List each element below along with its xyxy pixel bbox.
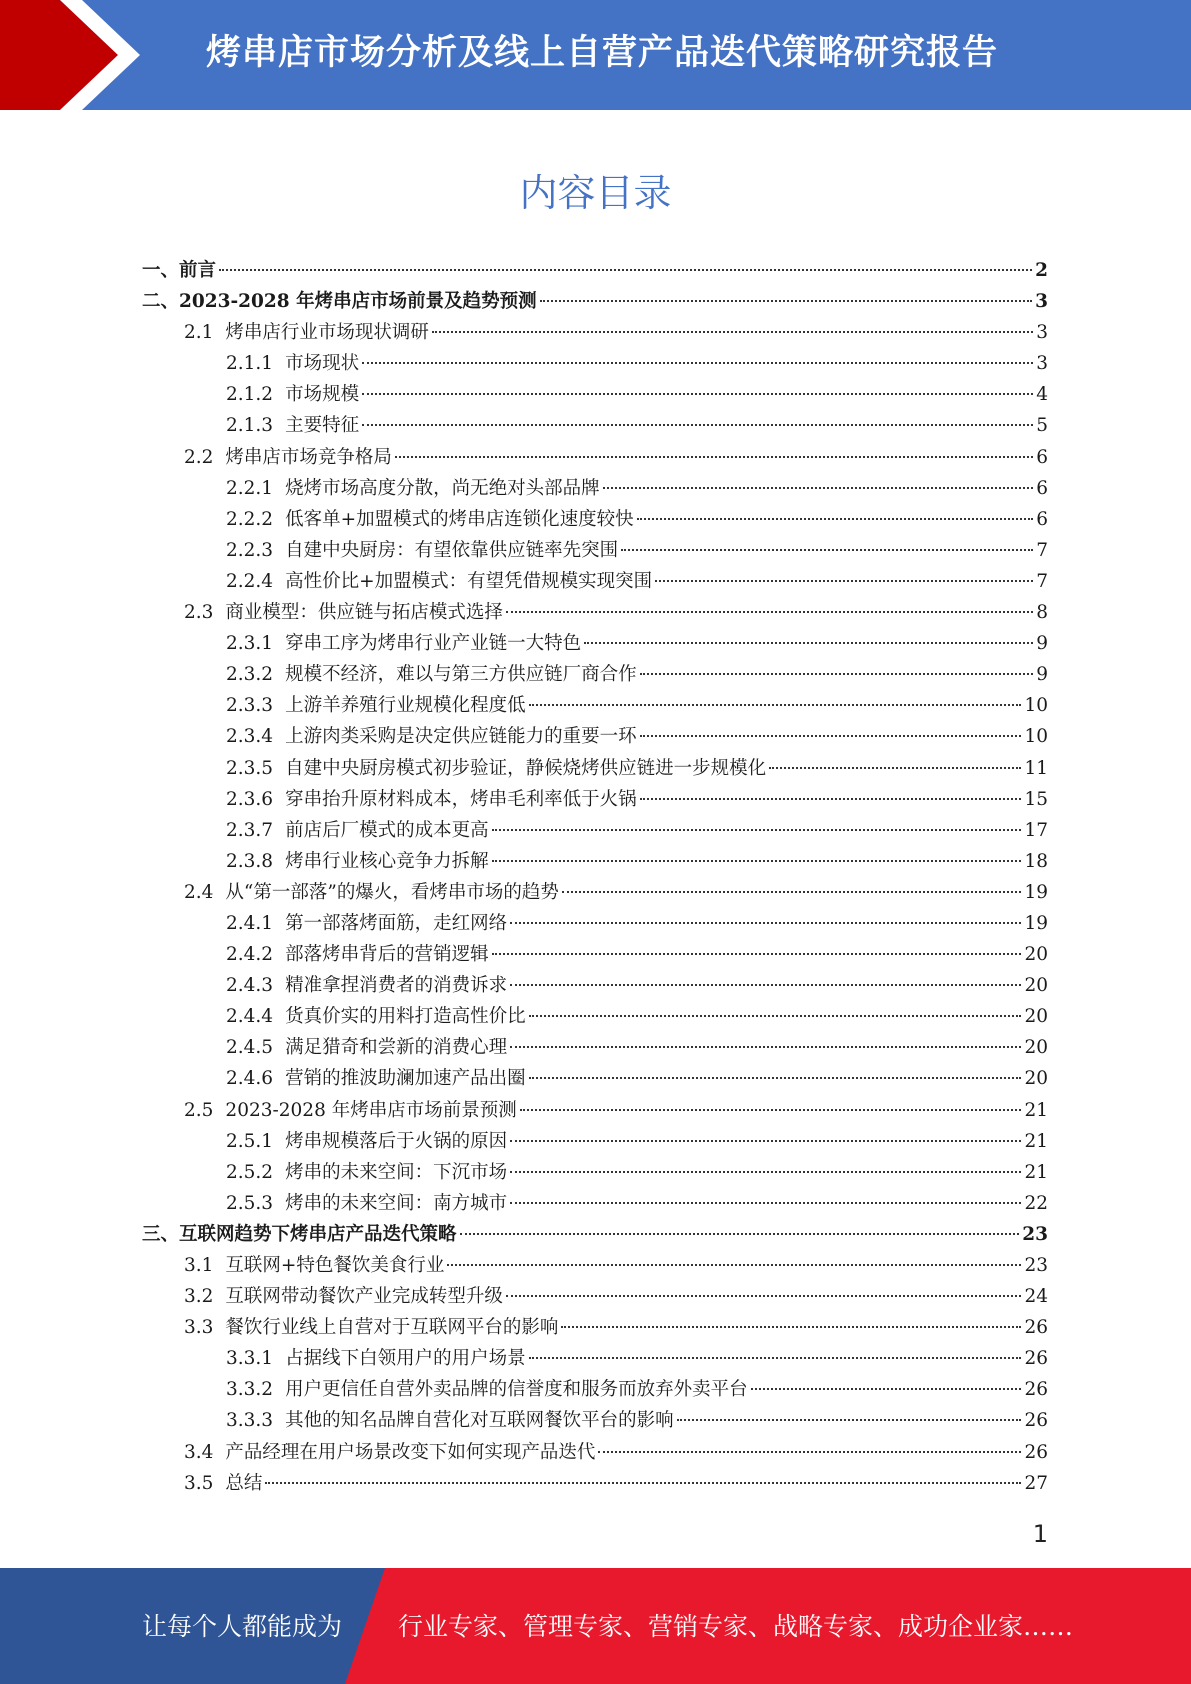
footer-slogan-right: 行业专家、管理专家、营销专家、战略专家、成功企业家……	[398, 1612, 1074, 1641]
toc-entry[interactable]	[142, 785, 1048, 816]
toc-dot-leader	[219, 269, 1032, 271]
toc-entry-number: 2.1.1	[226, 353, 274, 375]
toc-entry-title: 部落烤串背后的营销逻辑	[285, 944, 489, 966]
toc-entry-title: 互联网带动餐饮产业完成转型升级	[225, 1286, 503, 1308]
toc-entry-title: 烤串规模落后于火锅的原因	[285, 1130, 508, 1152]
toc-entry-page: 6	[1036, 477, 1048, 499]
toc-dot-leader	[506, 1295, 1022, 1297]
toc-entry[interactable]	[142, 474, 1048, 505]
toc-entry-number: 2.4	[184, 881, 214, 903]
toc-entry-title: 低客单+加盟模式的烤串店连锁化速度较快	[285, 508, 634, 530]
toc-dot-leader	[769, 767, 1021, 769]
toc-entry-title: 用户更信任自营外卖品牌的信誉度和服务而放弃外卖平台	[285, 1379, 748, 1401]
toc-entry-number: 2.3.8	[226, 850, 274, 872]
toc-entry-page: 19	[1024, 881, 1048, 903]
toc-entry-title: 上游肉类采购是决定供应链能力的重要一环	[285, 726, 637, 748]
toc-entry-number: 2.3.5	[226, 757, 274, 779]
toc-entry-page: 21	[1024, 1130, 1048, 1152]
toc-entry-page: 22	[1024, 1192, 1048, 1214]
toc-dot-leader	[510, 1140, 1021, 1142]
toc-entry-number: 2.3.6	[226, 788, 274, 810]
toc-entry-title: 穿串抬升原材料成本，烤串毛利率低于火锅	[285, 788, 637, 810]
toc-entry-page: 20	[1024, 1006, 1048, 1028]
toc-entry-number: 2.1.3	[226, 415, 274, 437]
toc-entry-page: 15	[1024, 788, 1048, 810]
report-title: 烤串店市场分析及线上自营产品迭代策略研究报告	[206, 33, 999, 73]
toc-entry-page: 17	[1024, 819, 1048, 841]
toc-entry-number: 2.2.1	[226, 477, 274, 499]
toc-entry[interactable]	[142, 1406, 1048, 1437]
toc-dot-leader	[492, 860, 1022, 862]
toc-entry-title: 市场规模	[285, 384, 360, 406]
toc-dot-leader	[655, 580, 1033, 582]
toc-entry-title: 餐饮行业线上自营对于互联网平台的影响	[225, 1317, 559, 1339]
page-number: 1	[1032, 1520, 1048, 1548]
toc-entry-number: 3.4	[184, 1441, 214, 1463]
toc-entry-number: 2.2.2	[226, 508, 274, 530]
toc-dot-leader	[510, 1171, 1021, 1173]
toc-entry[interactable]	[142, 878, 1048, 909]
toc-entry[interactable]	[142, 847, 1048, 878]
toc-entry-page: 3	[1036, 353, 1048, 375]
toc-entry-page: 20	[1024, 944, 1048, 966]
toc-entry-page: 10	[1024, 695, 1048, 717]
toc-entry-number: 2.5.2	[226, 1161, 274, 1183]
toc-entry-title: 满足猎奇和尝新的消费心理	[285, 1037, 508, 1059]
toc-dot-leader	[529, 1357, 1022, 1359]
toc-entry-page: 26	[1024, 1379, 1048, 1401]
toc-entry[interactable]	[142, 1127, 1048, 1158]
toc-entry-page: 6	[1036, 446, 1048, 468]
toc-entry-number: 2.3.4	[226, 726, 274, 748]
toc-dot-leader	[598, 1451, 1021, 1453]
toc-entry[interactable]	[142, 691, 1048, 722]
toc-entry-number: 2.1	[184, 322, 214, 344]
toc-entry-title: 主要特征	[285, 415, 360, 437]
toc-dot-leader	[510, 1046, 1021, 1048]
toc-entry-page: 8	[1036, 602, 1048, 624]
toc-entry[interactable]	[142, 256, 1048, 287]
toc-entry-page: 5	[1036, 415, 1048, 437]
toc-entry-number: 3.3	[184, 1317, 214, 1339]
toc-entry[interactable]	[142, 1469, 1048, 1500]
toc-entry[interactable]	[142, 971, 1048, 1002]
toc-dot-leader	[603, 487, 1034, 489]
toc-entry[interactable]	[142, 1251, 1048, 1282]
toc-entry-page: 26	[1024, 1317, 1048, 1339]
toc-entry-title: 营销的推波助澜加速产品出圈	[285, 1068, 526, 1090]
page-footer	[0, 1568, 1191, 1684]
toc-dot-leader	[362, 362, 1033, 364]
toc-entry[interactable]	[142, 660, 1048, 691]
toc-entry-number: 2.3	[184, 602, 214, 624]
toc-entry[interactable]	[142, 1189, 1048, 1220]
toc-entry-title: 其他的知名品牌自营化对互联网餐饮平台的影响	[285, 1410, 674, 1432]
toc-entry-number: 3.1	[184, 1255, 214, 1276]
toc-entry[interactable]	[142, 287, 1048, 318]
toc-entry-page: 4	[1036, 384, 1048, 406]
toc-dot-leader	[529, 1015, 1022, 1017]
toc-entry-title: 2023-2028 年烤串店市场前景及趋势预测	[179, 291, 537, 313]
toc-entry[interactable]	[142, 1033, 1048, 1064]
toc-entry-page: 23	[1022, 1223, 1048, 1245]
toc-entry-number: 2.4.5	[226, 1037, 274, 1059]
toc-entry[interactable]	[142, 940, 1048, 971]
toc-entry-page: 18	[1024, 850, 1048, 872]
toc-entry-title: 规模不经济，难以与第三方供应链厂商合作	[285, 664, 637, 686]
toc-entry-page: 20	[1024, 1037, 1048, 1059]
toc-entry-number: 2.1.2	[226, 384, 274, 406]
toc-entry-page: 2	[1035, 260, 1048, 281]
toc-entry-page: 3	[1036, 322, 1048, 344]
toc-entry-page: 11	[1024, 757, 1048, 779]
toc-dot-leader	[637, 518, 1034, 520]
toc-entry-number: 2.4.1	[226, 912, 274, 934]
toc-entry[interactable]	[142, 1375, 1048, 1406]
toc-entry-page: 3	[1035, 291, 1048, 313]
page-header	[0, 0, 1191, 110]
toc-entry-number: 2.3.2	[226, 664, 274, 686]
toc-dot-leader	[621, 549, 1033, 551]
toc-dot-leader	[529, 1077, 1022, 1079]
toc-entry[interactable]	[142, 1438, 1048, 1469]
toc-entry-number: 3.5	[184, 1472, 214, 1494]
toc-entry[interactable]	[142, 318, 1048, 349]
toc-entry[interactable]	[142, 629, 1048, 660]
toc-entry-page: 26	[1024, 1348, 1048, 1370]
toc-entry-number: 2.4.3	[226, 975, 274, 997]
toc-entry-page: 6	[1036, 508, 1048, 530]
toc-entry-title: 烤串的未来空间：下沉市场	[285, 1161, 508, 1183]
toc-entry-number: 3.2	[184, 1286, 214, 1308]
toc-dot-leader	[492, 829, 1022, 831]
toc-entry-title: 2023-2028 年烤串店市场前景预测	[225, 1099, 517, 1121]
toc-entry[interactable]	[142, 443, 1048, 474]
toc-entry-title: 烤串店市场竞争格局	[225, 446, 392, 468]
toc-entry[interactable]	[142, 536, 1048, 567]
toc-entry-number: 2.5.3	[226, 1192, 274, 1214]
toc-entry-page: 26	[1024, 1410, 1048, 1432]
toc-entry-title: 精准拿捏消费者的消费诉求	[285, 975, 508, 997]
toc-dot-leader	[510, 984, 1021, 986]
toc-entry-title: 上游羊养殖行业规模化程度低	[285, 695, 526, 717]
toc-entry-title: 穿串工序为烤串行业产业链一大特色	[285, 633, 582, 655]
toc-dot-leader	[492, 953, 1022, 955]
toc-entry-number: 2.3.7	[226, 819, 274, 841]
toc-entry-number: 3.3.2	[226, 1379, 274, 1401]
toc-entry-page: 7	[1036, 570, 1048, 592]
toc-entry-title: 烤串的未来空间：南方城市	[285, 1192, 508, 1214]
toc-dot-leader	[677, 1419, 1022, 1421]
toc-entry-title: 前言	[179, 260, 217, 281]
toc-entry-number: 2.3.3	[226, 695, 274, 717]
toc-entry-number: 2.2	[184, 446, 214, 468]
toc-entry-title: 货真价实的用料打造高性价比	[285, 1006, 526, 1028]
toc-dot-leader	[751, 1388, 1022, 1390]
toc-dot-leader	[561, 1326, 1021, 1328]
toc-entry-page: 10	[1024, 726, 1048, 748]
toc-entry-number: 2.4.6	[226, 1068, 274, 1090]
toc-dot-leader	[562, 891, 1022, 893]
table-of-contents	[142, 256, 1048, 1500]
footer-slogan-left: 让每个人都能成为	[142, 1612, 343, 1641]
toc-entry[interactable]	[142, 1002, 1048, 1033]
toc-entry-page: 9	[1036, 633, 1048, 655]
toc-dot-leader	[395, 456, 1033, 458]
toc-entry-title: 前店后厂模式的成本更高	[285, 819, 489, 841]
toc-entry[interactable]	[142, 349, 1048, 380]
toc-entry-number: 一、	[142, 260, 180, 281]
toc-entry-number: 3.3.1	[226, 1348, 274, 1370]
toc-entry[interactable]	[142, 1313, 1048, 1344]
toc-entry-page: 21	[1024, 1099, 1048, 1121]
toc-entry-title: 互联网趋势下烤串店产品迭代策略	[179, 1223, 457, 1245]
toc-entry[interactable]	[142, 505, 1048, 536]
toc-dot-leader	[510, 922, 1021, 924]
toc-entry-page: 26	[1024, 1441, 1048, 1463]
toc-entry-title: 自建中央厨房：有望依靠供应链率先突围	[285, 539, 619, 561]
toc-entry[interactable]	[142, 1064, 1048, 1095]
toc-entry-number: 2.2.4	[226, 570, 274, 592]
toc-dot-leader	[640, 735, 1022, 737]
toc-entry-page: 23	[1024, 1255, 1048, 1276]
toc-dot-leader	[529, 704, 1022, 706]
toc-entry[interactable]	[142, 1158, 1048, 1189]
toc-entry-title: 自建中央厨房模式初步验证，静候烧烤供应链进一步规模化	[285, 757, 767, 779]
toc-entry[interactable]	[142, 909, 1048, 940]
toc-entry-title: 总结	[225, 1472, 263, 1494]
toc-entry[interactable]	[142, 598, 1048, 629]
toc-entry-number: 3.3.3	[226, 1410, 274, 1432]
toc-entry-page: 19	[1024, 912, 1048, 934]
toc-entry-title: 第一部落烤面筋，走红网络	[285, 912, 508, 934]
toc-entry-title: 商业模型：供应链与拓店模式选择	[225, 602, 503, 624]
toc-entry-title: 烧烤市场高度分散，尚无绝对头部品牌	[285, 477, 600, 499]
toc-entry-number: 2.5	[184, 1099, 214, 1121]
toc-entry-number: 2.3.1	[226, 633, 274, 655]
toc-entry[interactable]	[142, 1282, 1048, 1313]
toc-entry[interactable]	[142, 722, 1048, 753]
toc-entry[interactable]	[142, 567, 1048, 598]
toc-entry-page: 7	[1036, 539, 1048, 561]
toc-entry[interactable]	[142, 1096, 1048, 1127]
toc-entry-number: 二、	[142, 291, 180, 313]
toc-entry-title: 互联网+特色餐饮美食行业	[225, 1255, 445, 1276]
toc-dot-leader	[362, 393, 1033, 395]
toc-dot-leader	[640, 798, 1022, 800]
toc-entry-number: 2.5.1	[226, 1130, 274, 1152]
toc-entry[interactable]	[142, 816, 1048, 847]
toc-entry-title: 高性价比+加盟模式：有望凭借规模实现突围	[285, 570, 653, 592]
toc-entry-number: 三、	[142, 1223, 180, 1245]
toc-entry-title: 烤串行业核心竞争力拆解	[285, 850, 489, 872]
toc-entry[interactable]	[142, 411, 1048, 442]
toc-entry[interactable]	[142, 754, 1048, 785]
toc-entry[interactable]	[142, 380, 1048, 411]
toc-entry-page: 20	[1024, 1068, 1048, 1090]
header-arrow-decoration	[0, 0, 200, 110]
toc-entry-title: 产品经理在用户场景改变下如何实现产品迭代	[225, 1441, 596, 1463]
toc-dot-leader	[640, 673, 1034, 675]
toc-entry-title: 市场现状	[285, 353, 360, 375]
toc-entry-page: 9	[1036, 664, 1048, 686]
toc-dot-leader	[510, 1202, 1021, 1204]
toc-entry-page: 27	[1024, 1472, 1048, 1494]
toc-heading: 内容目录	[519, 171, 672, 215]
toc-entry[interactable]	[142, 1220, 1048, 1251]
toc-entry[interactable]	[142, 1344, 1048, 1375]
toc-dot-leader	[447, 1264, 1021, 1266]
toc-entry-page: 21	[1024, 1161, 1048, 1183]
toc-entry-number: 2.4.4	[226, 1006, 274, 1028]
toc-dot-leader	[265, 1482, 1021, 1484]
toc-dot-leader	[432, 331, 1033, 333]
toc-dot-leader	[506, 611, 1033, 613]
toc-dot-leader	[584, 642, 1033, 644]
toc-dot-leader	[460, 1233, 1020, 1235]
toc-dot-leader	[520, 1109, 1022, 1111]
toc-entry-number: 2.4.2	[226, 944, 274, 966]
toc-dot-leader	[362, 424, 1033, 426]
toc-entry-title: 占据线下白领用户的用户场景	[285, 1348, 526, 1370]
toc-entry-title: 烤串店行业市场现状调研	[225, 322, 429, 344]
toc-entry-title: 从“第一部落”的爆火，看烤串市场的趋势	[225, 881, 559, 903]
toc-entry-page: 24	[1024, 1286, 1048, 1308]
toc-entry-number: 2.2.3	[226, 539, 274, 561]
toc-entry-page: 20	[1024, 975, 1048, 997]
toc-dot-leader	[540, 300, 1033, 302]
